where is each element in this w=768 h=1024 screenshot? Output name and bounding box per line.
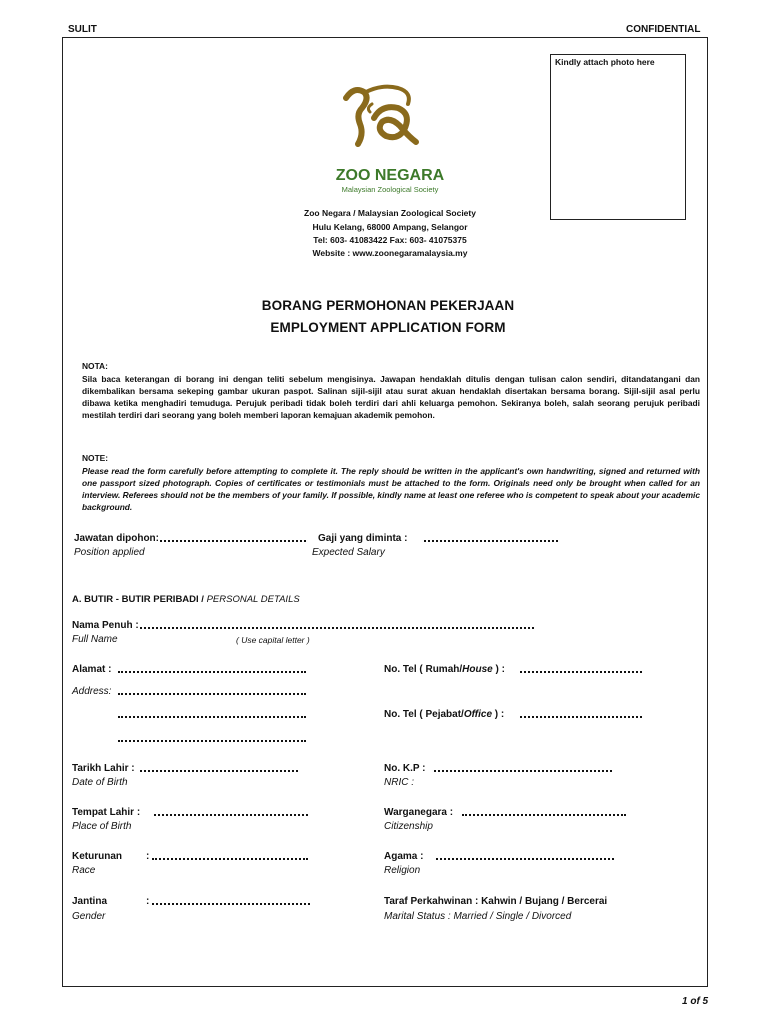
- note-heading: NOTE:: [82, 453, 109, 463]
- religion-label: Agama :: [384, 851, 424, 862]
- position-sub: Position applied: [74, 547, 145, 558]
- position-label: Jawatan dipohon:: [74, 533, 159, 544]
- religion-sub: Religion: [384, 865, 421, 876]
- address-input-4[interactable]: [118, 740, 306, 742]
- tel-office-input[interactable]: [520, 716, 642, 718]
- photo-box-label: Kindly attach photo here: [555, 57, 655, 67]
- address-input-2[interactable]: [118, 693, 306, 695]
- pob-sub: Place of Birth: [72, 821, 132, 832]
- address-input-1[interactable]: [118, 671, 306, 673]
- note-text: Please read the form carefully before attempting to complete it. The reply should be written in the applicant's own handwriting, signed and returned with one passport sized photograph. Copies of certificates or testimonials must be attached to the form. Originals need only be brought when called for an interview. Referees should not be the members of your family. If possible, kindly name at least one referee who is competent to speak about your academic background.: [82, 466, 700, 512]
- tel-office-label: No. Tel ( Pejabat/Office ) :: [384, 709, 505, 720]
- gender-sub: Gender: [72, 911, 106, 922]
- dob-input[interactable]: [140, 770, 298, 772]
- logo-name: ZOO NEGARA: [335, 167, 445, 184]
- address-sub: Address:: [72, 686, 112, 697]
- section-a-heading: [72, 594, 300, 605]
- photo-box[interactable]: [550, 54, 686, 220]
- marital-label[interactable]: Taraf Perkahwinan : Kahwin / Bujang / Bercerai: [384, 896, 608, 907]
- citizenship-label: Warganegara :: [384, 807, 454, 818]
- religion-input[interactable]: [436, 858, 614, 860]
- race-sub: Race: [72, 865, 96, 876]
- pob-label: Tempat Lahir :: [72, 807, 141, 818]
- race-colon: :: [146, 851, 150, 862]
- address-phone-fax: Tel: 603- 41083422 Fax: 603- 41075375: [313, 235, 467, 245]
- gender-colon: :: [146, 896, 150, 907]
- tel-house-label: No. Tel ( Rumah/House ) :: [384, 664, 505, 675]
- race-label: Keturunan: [72, 851, 122, 862]
- marital-sub: Marital Status : Married / Single / Divorced: [384, 911, 572, 922]
- citizenship-input[interactable]: [462, 814, 626, 816]
- address-label: Alamat :: [72, 664, 112, 675]
- address-input-3[interactable]: [118, 716, 306, 718]
- header-confidential: CONFIDENTIAL: [626, 24, 701, 35]
- position-input[interactable]: [160, 540, 306, 542]
- salary-sub: Expected Salary: [312, 547, 385, 558]
- zoo-negara-logo: [304, 78, 476, 198]
- full-name-hint: ( Use capital letter ): [236, 635, 310, 645]
- address-website: Website : www.zoonegaramalaysia.my: [312, 248, 468, 258]
- nota-text: Sila baca keterangan di borang ini dengan teliti sebelum mengisinya. Jawapan hendaklah ditulis dengan tulisan calon sendiri, ditandatangani dan dikembalikan bersama sekeping gambar ukuran paspot. Salinan sijil-sijil atau surat akuan hendaklah disertakan bersama borang. Sijil-sijil asal perlu dibawa ketika menghadiri temuduga. Perujuk peribadi tidak boleh terdiri dari ahli keluarga pemohon. Sekiranya boleh, salah seorang perujuk peribadi mestilah terdiri dari seorang yang boleh memberi laporan kemajuan akademik pemohon.: [82, 374, 700, 420]
- full-name-sub: Full Name: [72, 634, 118, 645]
- salary-label: Gaji yang diminta :: [318, 533, 408, 544]
- header-sulit: SULIT: [68, 24, 97, 35]
- nota-heading: NOTA:: [82, 361, 108, 371]
- full-name-label: Nama Penuh :: [72, 620, 139, 631]
- page-number: 1 of 5: [682, 996, 709, 1007]
- nric-sub: NRIC :: [384, 777, 414, 788]
- nric-label: No. K.P :: [384, 763, 426, 774]
- gender-label: Jantina: [72, 896, 108, 907]
- salary-input[interactable]: [424, 540, 558, 542]
- zoo-logo-icon: [304, 78, 476, 198]
- logo-subtitle: Malaysian Zoological Society: [341, 185, 439, 194]
- race-input[interactable]: [152, 858, 308, 860]
- nric-input[interactable]: [434, 770, 612, 772]
- tel-house-input[interactable]: [520, 671, 642, 673]
- section-a-english: PERSONAL DETAILS: [203, 594, 300, 605]
- form-title-malay: BORANG PERMOHONAN PEKERJAAN: [261, 298, 515, 313]
- dob-sub: Date of Birth: [72, 777, 128, 788]
- citizenship-sub: Citizenship: [384, 821, 433, 832]
- form-title-english: EMPLOYMENT APPLICATION FORM: [270, 320, 506, 335]
- address-line-2: Hulu Kelang, 68000 Ampang, Selangor: [312, 222, 468, 232]
- full-name-input[interactable]: [140, 627, 534, 629]
- dob-label: Tarikh Lahir :: [72, 763, 135, 774]
- section-a-prefix: A. BUTIR - BUTIR PERIBADI /: [72, 594, 204, 605]
- pob-input[interactable]: [154, 814, 308, 816]
- address-line-1: Zoo Negara / Malaysian Zoological Society: [304, 208, 476, 218]
- gender-input[interactable]: [152, 903, 310, 905]
